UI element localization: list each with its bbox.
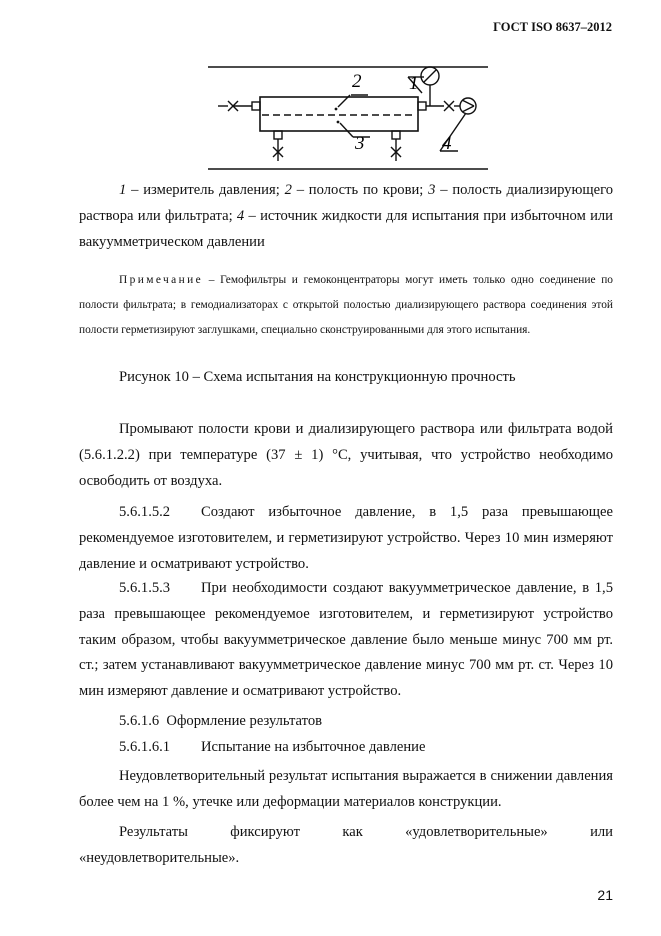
paragraph-rinse: Промывают полости крови и диализирующего раствора или фильтрата водой (5.6.1.2.2) при температуре (37 ± 1) °С, учитывая, что устройство необходимо освободить от воздуха. bbox=[79, 421, 613, 489]
legend-text-2: – полость по крови; bbox=[291, 182, 429, 198]
section-title-5-6-1-6-1: Испытание на избыточное давление bbox=[201, 739, 426, 755]
note-label: Примечание bbox=[119, 274, 204, 286]
paragraph-unsatisfactory: Неудовлетворительный результат испытания выражается в снижении давления более чем на 1 %, утечке или деформации материалов конструкции. bbox=[79, 768, 613, 810]
results-word-5: или bbox=[590, 824, 613, 840]
section-number-5-6-1-5-2: 5.6.1.5.2 bbox=[119, 504, 171, 520]
section-number-5-6-1-6-1: 5.6.1.6.1 bbox=[119, 739, 171, 755]
page-header-standard: ГОСТ ISO 8637–2012 bbox=[493, 20, 612, 34]
label-2: 2 bbox=[352, 71, 362, 92]
results-word-3: как bbox=[342, 824, 363, 840]
results-word-1: Результаты bbox=[119, 824, 188, 840]
results-word-4: «удовлетворительные» bbox=[405, 824, 548, 840]
section-heading-5-6-1-6-1 bbox=[119, 739, 425, 756]
legend-num-3: 3 bbox=[428, 182, 436, 198]
legend-num-4: 4 bbox=[236, 207, 245, 224]
paragraph-5-6-1-5-3 bbox=[79, 576, 613, 705]
label-4: 4 bbox=[442, 133, 452, 154]
paragraph-text-5-6-1-5-2: Создают избыточное давление, в 1,5 раза превышающее рекомендуемое изготовителем, и герметизируют устройство. Через 10 мин измеряют давление и осматривают устройство. bbox=[79, 504, 613, 572]
section-heading-5-6-1-6: 5.6.1.6 Оформление результатов bbox=[119, 713, 323, 729]
bottom-left-port bbox=[274, 131, 282, 139]
note-text: – Гемофильтры и гемоконцентраторы могут иметь только одно соединение по полости фильтрата; в гемодиализаторах с открытой полостью диализирующего раствора соединения этой полости герметизируют заглушками, специально сконструированными для этого испытания. bbox=[79, 274, 613, 336]
test-scheme-figure bbox=[208, 65, 488, 173]
label-1: 1 bbox=[409, 73, 419, 94]
page-number: 21 bbox=[597, 887, 613, 903]
section-number-5-6-1-5-3: 5.6.1.5.3 bbox=[119, 580, 171, 596]
right-port bbox=[418, 102, 426, 110]
paragraph-text-5-6-1-5-3: При необходимости создают вакуумметрическое давление, в 1,5 раза превышающее рекомендуемое изготовителем, и герметизируют устройство таким образом, чтобы вакуумметрическое давление было меньше минус 700 мм рт. ст.; затем устанавливают вакуумметрическое давление минус 700 мм рт. ст. Через 10 мин измеряют давление и осматривают устройство. bbox=[79, 580, 613, 700]
label-3: 3 bbox=[355, 133, 365, 154]
legend-text-4: – источник жидкости для испытания при избыточном или вакуумметрическом давлении bbox=[79, 207, 613, 250]
legend-num-2: 2 bbox=[284, 182, 292, 198]
left-port bbox=[252, 102, 260, 110]
paragraph-results bbox=[79, 820, 613, 872]
figure-note bbox=[79, 268, 613, 343]
legend-text-3: – полость диализирующего раствора или фильтрата; bbox=[79, 182, 614, 224]
test-scheme-diagram bbox=[208, 65, 488, 173]
figure-title: Рисунок 10 – Схема испытания на конструкционную прочность bbox=[119, 369, 516, 385]
legend-num-1: 1 bbox=[119, 182, 127, 198]
paragraph-5-6-1-5-2 bbox=[79, 500, 613, 577]
results-word-2: фиксируют bbox=[230, 824, 301, 840]
results-line-1 bbox=[119, 820, 613, 846]
bottom-right-port bbox=[392, 131, 400, 139]
dialyzer-body bbox=[260, 97, 418, 131]
results-line-2: «неудовлетворительные». bbox=[79, 849, 240, 866]
figure-legend bbox=[79, 178, 613, 255]
legend-text-1: – измеритель давления; bbox=[126, 182, 285, 198]
